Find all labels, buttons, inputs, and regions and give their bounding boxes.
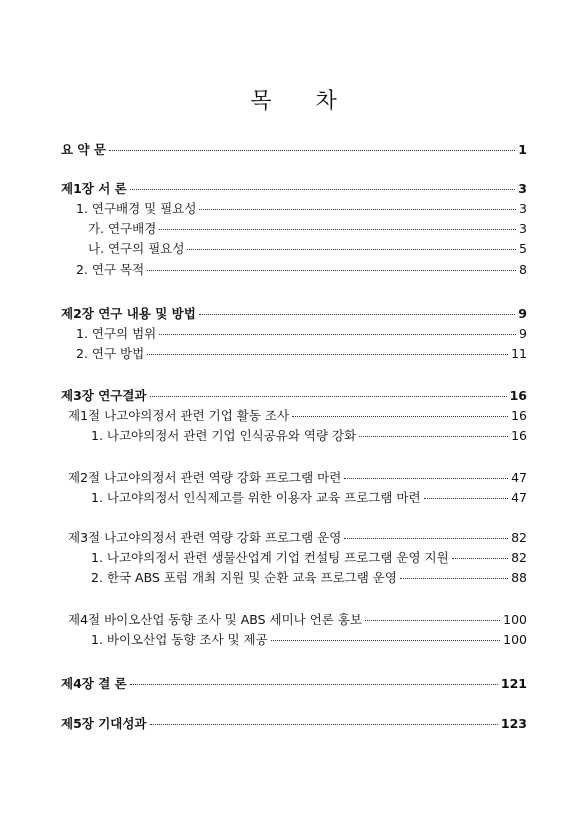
toc-dot-leader <box>147 269 516 271</box>
toc-entry-label: 나. 연구의 필요성 <box>88 241 185 256</box>
toc-dot-leader <box>147 353 508 355</box>
toc-entry[interactable] <box>76 262 527 278</box>
toc-dot-leader <box>130 188 516 190</box>
toc-dot-leader <box>159 333 516 335</box>
toc-dot-leader <box>150 723 498 725</box>
toc-entry-label: 1. 나고야의정서 관련 생물산업계 기업 컨설팅 프로그램 운영 지원 <box>91 550 449 565</box>
toc-entry-label: 제4장 결 론 <box>61 676 127 691</box>
toc-dot-leader <box>424 497 509 499</box>
toc-entry-page: 47 <box>511 490 527 505</box>
title-char-1: 목 <box>250 89 272 114</box>
toc-entry[interactable] <box>88 241 527 257</box>
toc-dot-leader <box>130 683 498 685</box>
toc-entry[interactable] <box>61 676 527 692</box>
toc-entry[interactable] <box>91 570 527 586</box>
toc-dot-leader <box>365 619 500 621</box>
toc-entry[interactable] <box>91 550 527 566</box>
toc-entry-label: 제3장 연구결과 <box>61 388 147 403</box>
toc-entry-page: 8 <box>519 262 527 277</box>
toc-entry-label: 제2절 나고야의정서 관련 역량 강화 프로그램 마련 <box>68 470 342 485</box>
toc-entry-label: 2. 연구 방법 <box>76 346 145 361</box>
toc-entry-label: 2. 한국 ABS 포럼 개최 지원 및 순환 교육 프로그램 운영 <box>91 570 397 585</box>
toc-entry[interactable] <box>61 388 527 404</box>
toc-dot-leader <box>344 537 508 539</box>
toc-entry[interactable] <box>61 181 527 197</box>
toc-dot-leader <box>150 395 507 397</box>
toc-entry-label: 2. 연구 목적 <box>76 262 145 277</box>
toc-entry-label: 제5장 기대성과 <box>61 716 147 731</box>
toc-entry-label: 1. 연구배경 및 필요성 <box>76 201 197 216</box>
toc-entry-page: 100 <box>503 612 527 627</box>
toc-entry[interactable] <box>76 201 527 217</box>
toc-entry-label: 제1절 나고야의정서 관련 기업 활동 조사 <box>68 408 290 423</box>
toc-dot-leader <box>292 415 508 417</box>
toc-entry[interactable] <box>61 142 527 158</box>
toc-entry-page: 82 <box>511 530 527 545</box>
toc-dot-leader <box>199 208 516 210</box>
toc-entry[interactable] <box>91 632 527 648</box>
toc-entry[interactable] <box>76 346 527 362</box>
toc-entry-page: 3 <box>518 181 527 196</box>
toc-entry[interactable] <box>88 221 527 237</box>
toc-entry-page: 16 <box>511 428 527 443</box>
toc-entry-page: 121 <box>500 676 527 691</box>
title-char-2: 차 <box>315 89 337 114</box>
toc-entry-label: 1. 연구의 범위 <box>76 326 157 341</box>
toc-entry-label: 제1장 서 론 <box>61 181 127 196</box>
toc-entry[interactable] <box>91 490 527 506</box>
toc-entry-label: 제4절 바이오산업 동향 조사 및 ABS 세미나 언론 홍보 <box>68 612 363 627</box>
toc-entry[interactable] <box>61 716 527 732</box>
toc-entry-page: 82 <box>511 550 527 565</box>
toc-dot-leader <box>271 639 500 641</box>
toc-dot-leader <box>159 228 516 230</box>
toc-dot-leader <box>452 557 508 559</box>
toc-dot-leader <box>359 435 508 437</box>
toc-dot-leader <box>187 248 516 250</box>
toc-dot-leader <box>400 577 508 579</box>
page-title <box>0 84 587 115</box>
toc-dot-leader <box>344 477 508 479</box>
toc-entry-page: 16 <box>511 408 527 423</box>
toc-entry-page: 3 <box>519 201 527 216</box>
toc-entry-label: 제3절 나고야의정서 관련 역량 강화 프로그램 운영 <box>68 530 342 545</box>
toc-dot-leader <box>109 149 515 151</box>
toc-entry-page: 100 <box>503 632 527 647</box>
toc-entry-page: 9 <box>518 306 527 321</box>
toc-entry-label: 1. 나고야의정서 관련 기업 인식공유와 역량 강화 <box>91 428 357 443</box>
toc-entry-page: 5 <box>519 241 527 256</box>
toc-entry-page: 47 <box>511 470 527 485</box>
toc-entry[interactable] <box>76 326 527 342</box>
toc-entry-label: 1. 바이오산업 동향 조사 및 제공 <box>91 632 268 647</box>
toc-entry[interactable] <box>91 428 527 444</box>
toc-entry[interactable] <box>68 408 527 424</box>
toc-entry-page: 88 <box>511 570 527 585</box>
toc-entry-page: 3 <box>519 221 527 236</box>
toc-entry-label: 1. 나고야의정서 인식제고를 위한 이용자 교육 프로그램 마련 <box>91 490 421 505</box>
toc-entry-page: 1 <box>518 142 527 157</box>
toc-entry[interactable] <box>68 470 527 486</box>
toc-entry-label: 요 약 문 <box>61 142 106 157</box>
toc-entry-label: 가. 연구배경 <box>88 221 157 236</box>
toc-entry-label: 제2장 연구 내용 및 방법 <box>61 306 196 321</box>
toc-entry-page: 123 <box>500 716 527 731</box>
toc-entry-page: 11 <box>511 346 527 361</box>
toc-entry[interactable] <box>61 306 527 322</box>
toc-dot-leader <box>199 313 516 315</box>
toc-entry-page: 16 <box>509 388 527 403</box>
toc-entry[interactable] <box>68 530 527 546</box>
toc-entry[interactable] <box>68 612 527 628</box>
toc-entry-page: 9 <box>519 326 527 341</box>
